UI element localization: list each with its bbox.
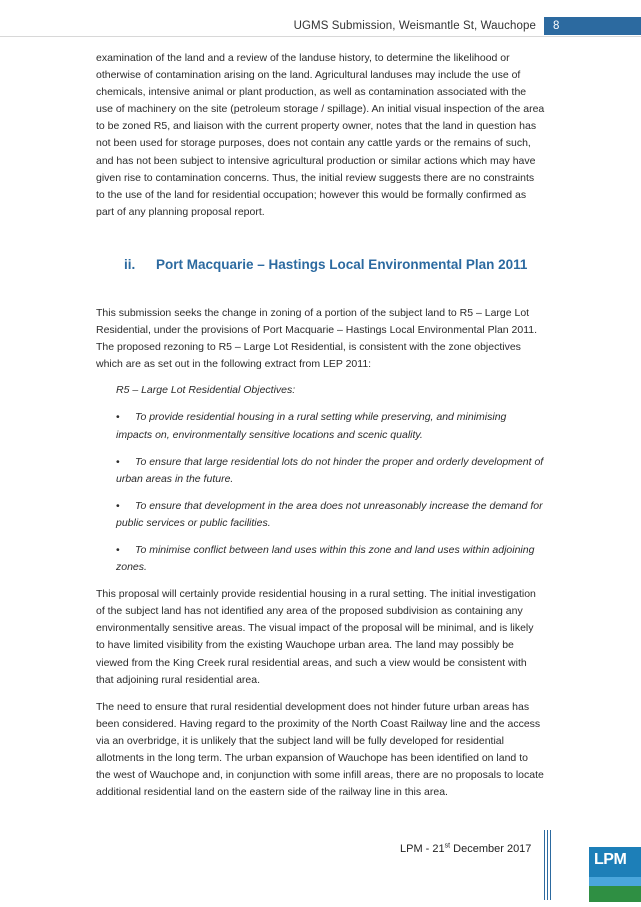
footer-divider	[547, 830, 548, 900]
footer-suffix: December 2017	[450, 843, 532, 855]
objective-text: To ensure that development in the area does not unreasonably increase the demand for public services or public facilities.	[116, 499, 543, 529]
logo-band	[589, 886, 641, 902]
paragraph-rural-setting: This proposal will certainly provide residential housing in a rural setting. The initial investigation of the subject land has not identified any area of the proposed subdivision as containing any environmentally sensitive areas. The visual impact of the proposal will be minimal, and is likely to have limited visibility from the existing Wauchope urban area. The land may possibly be viewed from the King Creek rural residential areas, and such a view would be consistent with that adjoining rural residential area.	[96, 588, 536, 686]
objective-text: To minimise conflict between land uses within this zone and land uses within adjoining zones.	[116, 543, 535, 574]
footer-divider	[544, 830, 545, 900]
list-item	[116, 542, 545, 576]
paragraph-urban-expansion: The need to ensure that rural residential development does not hinder future urban areas has been considered. Having regard to the proximity of the North Coast Railway line and the access via an overbridge, it is unlikely that the subject land will be fully developed for residential allotments in the long term. The urban expansion of Wauchope has been identified on land to the west of Wauchope and, in conjunction with some infill areas, there are no proposals to locate additional residential land on the eastern side of the railway line in this area.	[96, 700, 544, 799]
footer-divider	[550, 830, 551, 900]
bullet-icon: •	[116, 499, 120, 512]
bullet-icon: •	[116, 543, 120, 556]
section-title: Port Macquarie – Hastings Local Environmental Plan 2011	[156, 256, 528, 272]
page-body	[96, 50, 545, 801]
lpm-logo	[589, 847, 641, 902]
logo-text: LPM	[594, 851, 627, 868]
bullet-icon: •	[116, 411, 120, 424]
section-number: ii.	[124, 256, 136, 272]
list-item	[116, 454, 545, 488]
footer-superscript: st	[444, 842, 451, 850]
bullet-icon: •	[116, 455, 120, 468]
list-item	[116, 498, 545, 532]
footer-date	[400, 843, 531, 855]
paragraph-contamination: examination of the land and a review of the landuse history, to determine the likelihood or otherwise of contamination arising on the land. Agricultural landuses may include the use of chemicals, intensive animal or plant production, as well as contamination associated with the use of machinery on the site (petroleum storage / spillage). An initial visual inspection of the area to be zoned R5, and liaison with the current property owner, notes that the land in question has not been used for storage purposes, does not contain any cattle yards or the remains of such, and has not been subject to intensive agricultural production or similar actions which may have given rise to contamination concerns. Thus, the initial review suggests there are no constraints to the use of the land for residential occupation; however this would be formally confirmed as part of any planning proposal report.	[96, 52, 545, 218]
document-title: UGMS Submission, Weismantle St, Wauchope	[293, 20, 536, 32]
list-item	[116, 409, 545, 443]
logo-band	[589, 877, 641, 886]
paragraph-rezoning: This submission seeks the change in zoning of a portion of the subject land to R5 – Large Lot Residential, under the provisions of Port Macquarie – Hastings Local Environmental Plan 2011. The proposed rezoning to R5 – Large Lot Residential, is consistent with the zone objectives which are as set out in the following extract from LEP 2011:	[96, 306, 538, 371]
zone-objectives	[96, 382, 545, 576]
page-header	[294, 17, 641, 35]
objective-text: To ensure that large residential lots do not hinder the proper and orderly development of urban areas in the future.	[116, 455, 544, 485]
footer-prefix: LPM - 21	[400, 843, 445, 855]
objectives-heading: R5 – Large Lot Residential Objectives:	[116, 384, 296, 397]
section-heading	[124, 255, 545, 275]
page-number-badge: 8	[544, 17, 641, 35]
objective-text: To provide residential housing in a rural setting while preserving, and minimising impacts on, environmentally sensitive locations and scenic quality.	[116, 411, 507, 441]
header-divider	[0, 36, 641, 37]
